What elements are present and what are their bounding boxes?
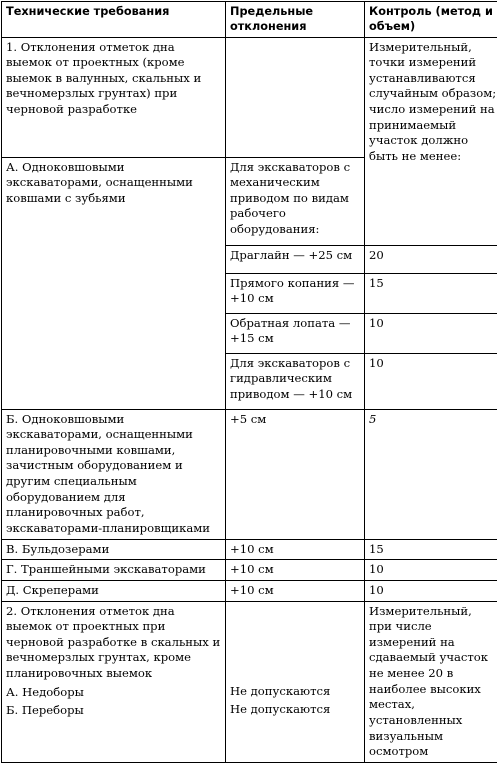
measurement-count: 10 <box>365 580 497 601</box>
requirement-cell: 1. Отклонения отметок дна выемок от проектных (кроме выемок в валунных, скальных и вечномерзлых грунтах) при черновой разработке <box>2 37 226 157</box>
deviation-cell <box>226 37 365 157</box>
requirement-subitem-b: Б. Переборы <box>6 703 221 719</box>
deviation-cell: +10 см <box>226 560 365 581</box>
table-row <box>2 560 497 581</box>
requirement-cell: А. Одноковшовыми экскаваторами, оснащенными ковшами с зубьями <box>2 157 226 409</box>
measurement-count: 10 <box>365 560 497 581</box>
requirement-cell: В. Бульдозерами <box>2 539 226 560</box>
table-row <box>2 409 497 539</box>
measurement-count: 10 <box>365 313 497 353</box>
requirement-cell: Б. Одноковшовыми экскаваторами, оснащенными планировочными ковшами, зачистным оборудованием и другим специальным оборудованием для планировочных работ, экскаваторами-планировщиками <box>2 409 226 539</box>
header-control: Контроль (метод и объем) <box>365 2 497 38</box>
table-row <box>2 601 497 762</box>
deviation-subitem-b: Не допускаются <box>230 702 360 718</box>
requirements-table <box>1 1 497 763</box>
header-row <box>2 2 497 38</box>
deviation-cell: Драглайн — +25 см <box>226 245 365 273</box>
requirement-cell: Д. Скреперами <box>2 580 226 601</box>
table-row <box>2 37 497 157</box>
deviation-cell: +5 см <box>226 409 365 539</box>
control-cell: Измерительный, при числе измерений на сдаваемый участок не менее 20 в наиболее высоких местах, установленных визуальным осмотром <box>365 601 497 762</box>
measurement-count: 5 <box>365 409 497 539</box>
header-requirements: Технические требования <box>2 2 226 38</box>
deviation-cell <box>226 601 365 762</box>
measurement-count: 15 <box>365 539 497 560</box>
requirement-subitem-a: А. Недоборы <box>6 685 221 701</box>
measurement-count: 20 <box>365 245 497 273</box>
deviation-subitem-a: Не допускаются <box>230 684 360 700</box>
requirement-cell <box>2 601 226 762</box>
deviation-cell: Прямого копания — +10 см <box>226 273 365 313</box>
requirement-text: 2. Отклонения отметок дна выемок от проектных при черновой разработке в скальных и вечномерзлых грунтах, кроме планировочных выемок <box>6 604 221 682</box>
measurement-count: 10 <box>365 353 497 409</box>
table-row <box>2 539 497 560</box>
requirement-cell: Г. Траншейными экскаваторами <box>2 560 226 581</box>
table-row <box>2 580 497 601</box>
deviation-cell: +10 см <box>226 580 365 601</box>
deviation-cell: Обратная лопата — +15 см <box>226 313 365 353</box>
deviation-cell: Для экскаваторов с механическим приводом по видам рабочего оборудования: <box>226 157 365 245</box>
header-deviations: Предельные отклонения <box>226 2 365 38</box>
deviation-cell: Для экскаваторов с гидравлическим приводом — +10 см <box>226 353 365 409</box>
deviation-cell: +10 см <box>226 539 365 560</box>
control-cell: Измерительный, точки измерений устанавливаются случайным образом; число измерений на принимаемый участок должно быть не менее: <box>365 37 497 245</box>
measurement-count: 15 <box>365 273 497 313</box>
